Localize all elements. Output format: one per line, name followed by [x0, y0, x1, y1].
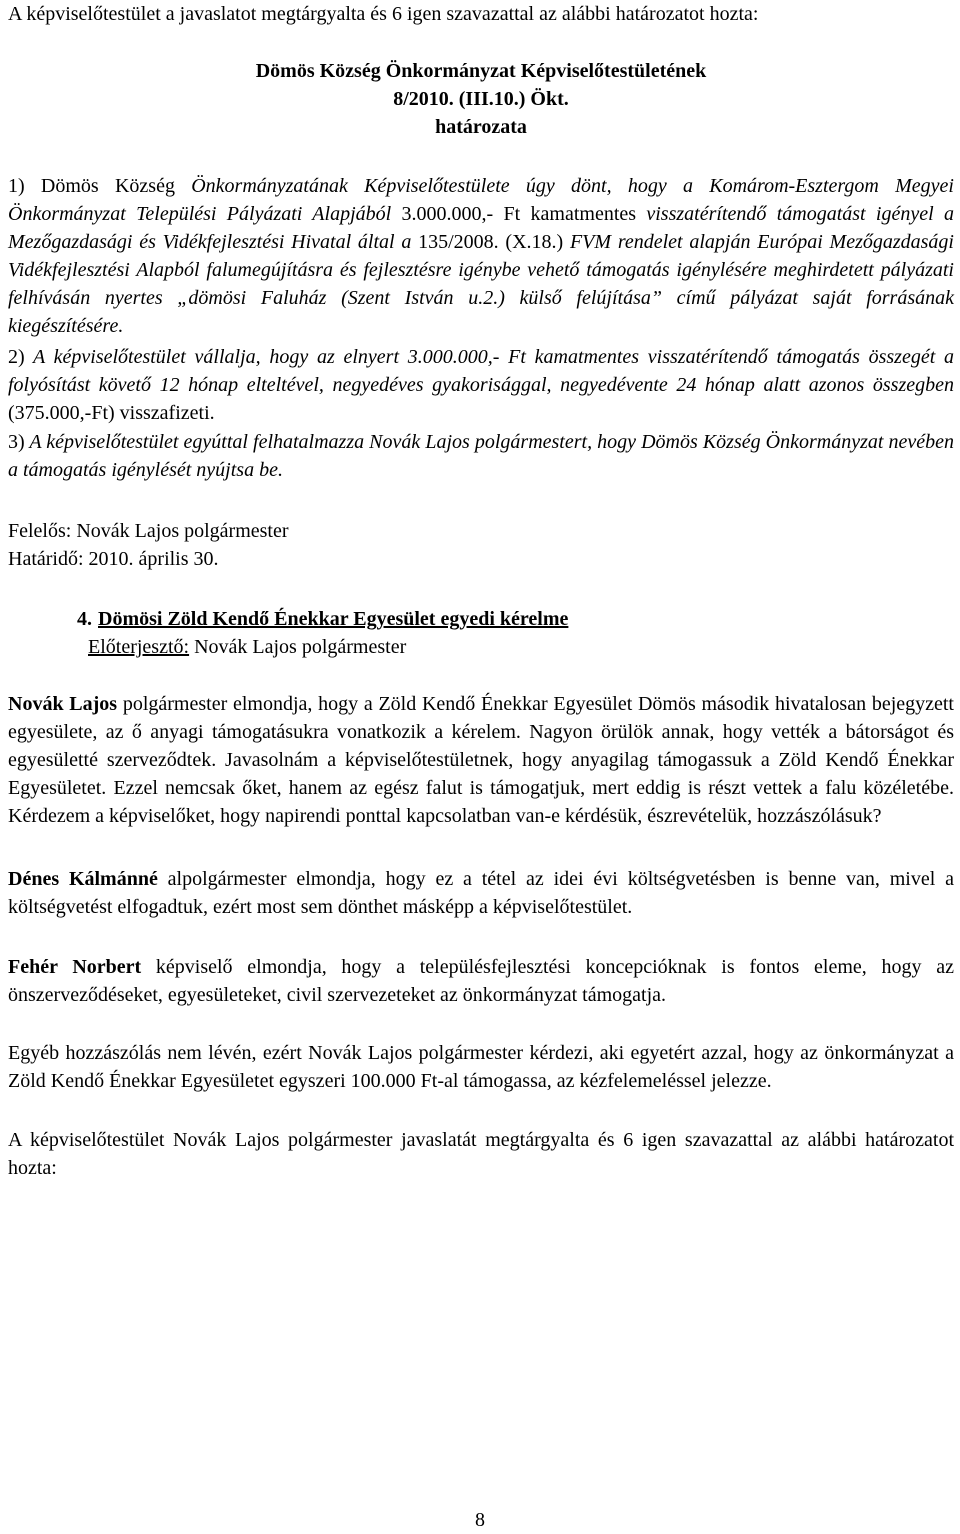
responsible-value: Novák Lajos polgármester — [71, 520, 289, 542]
agenda-item-heading — [8, 605, 954, 633]
resolution-item-1-part-e: 135/2008. (X.18.) — [411, 231, 564, 253]
presenter-label: Előterjesztő: — [88, 636, 190, 658]
resolution-item-3 — [8, 428, 954, 484]
closing-paragraph: Egyéb hozzászólás nem lévén, ezért Novák Lajos polgármester kérdezi, aki egyetért azzal, hogy az önkormányzat a Zöld Kendő Énekkar Egyesületet egyszeri 100.000 Ft-al támogassa, az kézfelemeléssel jelezze. — [8, 1042, 954, 1092]
resolution-item-2-part-a: A képviselőtestület vállalja, hogy az elnyert 3.000.000,- Ft kamatmentes visszatérítendő támogatás összegét a folyósítást követő 12 hónap elteltével, negyedéves gyakorisággal, negyedévente 24 hónap alatt azonos összegben — [8, 346, 954, 396]
resolution-title — [8, 57, 954, 141]
speaker-name: Fehér Norbert — [8, 956, 142, 978]
deadline-label: Határidő: — [8, 548, 84, 570]
resolution-item-3-text: A képviselőtestület egyúttal felhatalmazza Novák Lajos polgármestert, hogy Dömös Község Önkormányzat nevében a támogatás igénylését nyújtsa be. — [8, 431, 954, 481]
minutes-paragraph-novak — [8, 690, 954, 830]
resolution-item-1-part-d: visszatérítendő támogatást igényel a Mezőgazdasági és Vidékfejlesztési Hivatal által a — [8, 203, 954, 253]
speaker-statement: képviselő elmondja, hogy a településfejlesztési koncepcióknak is fontos eleme, hogy az önszerveződéseket, egyesületeket, civil szervezeteket az önkormányzat támogatja. — [8, 956, 954, 1006]
resolution-item-1-part-b: Önkormányzatának Képviselőtestülete úgy dönt, hogy a Komárom-Esztergom Megyei Önkormányzat Települési Pályázati Alapjából — [8, 175, 954, 225]
speaker-name: Novák Lajos — [8, 693, 118, 715]
resolution-item-2-part-b: (375.000,-Ft) visszafizeti. — [8, 402, 215, 424]
resolution-item-3-number: 3) — [8, 431, 25, 453]
resolution-item-2-number: 2) — [8, 346, 25, 368]
resolution-title-line3: határozata — [435, 116, 527, 138]
responsible-line — [8, 517, 954, 545]
speaker-name: Dénes Kálmánné — [8, 868, 158, 890]
page-number: 8 — [475, 1509, 485, 1531]
speaker-statement: alpolgármester elmondja, hogy ez a tétel az idei évi költségvetésben is benne van, mivel a költségvetést elfogadtuk, ezért most sem dönthet másképp a képviselőtestület. — [8, 868, 955, 918]
final-paragraph: A képviselőtestület Novák Lajos polgármester javaslatát megtárgyalta és 6 igen szavazattal az alábbi határozatot hozta: — [8, 1129, 954, 1179]
resolution-item-1-part-a: 1) Dömös Község — [8, 175, 175, 197]
minutes-paragraph-feher — [8, 953, 954, 1009]
deadline-value: 2010. április 30. — [83, 548, 219, 570]
minutes-paragraph-denes — [8, 865, 954, 921]
resolution-item-2 — [8, 343, 954, 427]
speaker-statement: polgármester elmondja, hogy a Zöld Kendő Énekkar Egyesület Dömös második hivatalosan bejegyzett egyesülete, az ő anyagi támogatásukra vonatkozik a kérelem. Nagyon örülök annak, hogy vették a bátorságot és egyesületté szerveződtek. Javasolnám a képviselőtestületnek, hogy anyagilag támogassuk a Zöld Kendő Énekkar Egyesületet. Ezzel nemcsak őket, hanem az egész falut is támogatjuk, mert eddig is részt vettek a falu közéletébe. Kérdezem a képviselőket, hogy napirendi ponttal kapcsolatban van-e kérdésük, észrevételük, hozzászólásuk? — [8, 693, 954, 827]
presenter-name: Novák Lajos polgármester — [189, 636, 407, 658]
intro-paragraph: A képviselőtestület a javaslatot megtárgyalta és 6 igen szavazattal az alábbi határozatot hozta: — [8, 3, 759, 25]
resolution-title-line1: Dömös Község Önkormányzat Képviselőtestületének — [255, 60, 707, 82]
resolution-item-1 — [8, 172, 954, 340]
agenda-item-number: 4. — [77, 608, 92, 630]
resolution-item-1-part-f: FVM rendelet alapján Európai Mezőgazdasági Vidékfejlesztési Alapból falumegújításra és fejlesztésre igénybe vehető támogatás igénylésére meghirdetett pályázati felhívásán nyertes „dömösi Faluház (Szent István u.2.) külső felújítása” című pályázat saját forrásának kiegészítésére. — [8, 231, 954, 337]
presenter-line — [8, 633, 954, 661]
agenda-item-title: Dömösi Zöld Kendő Énekkar Egyesület egyedi kérelme — [98, 608, 569, 630]
resolution-item-1-part-c: 3.000.000,- Ft kamatmentes — [391, 203, 637, 225]
deadline-line — [8, 545, 954, 573]
responsible-label: Felelős: — [8, 520, 72, 542]
resolution-number: 8/2010. (III.10.) Ökt. — [393, 88, 569, 110]
